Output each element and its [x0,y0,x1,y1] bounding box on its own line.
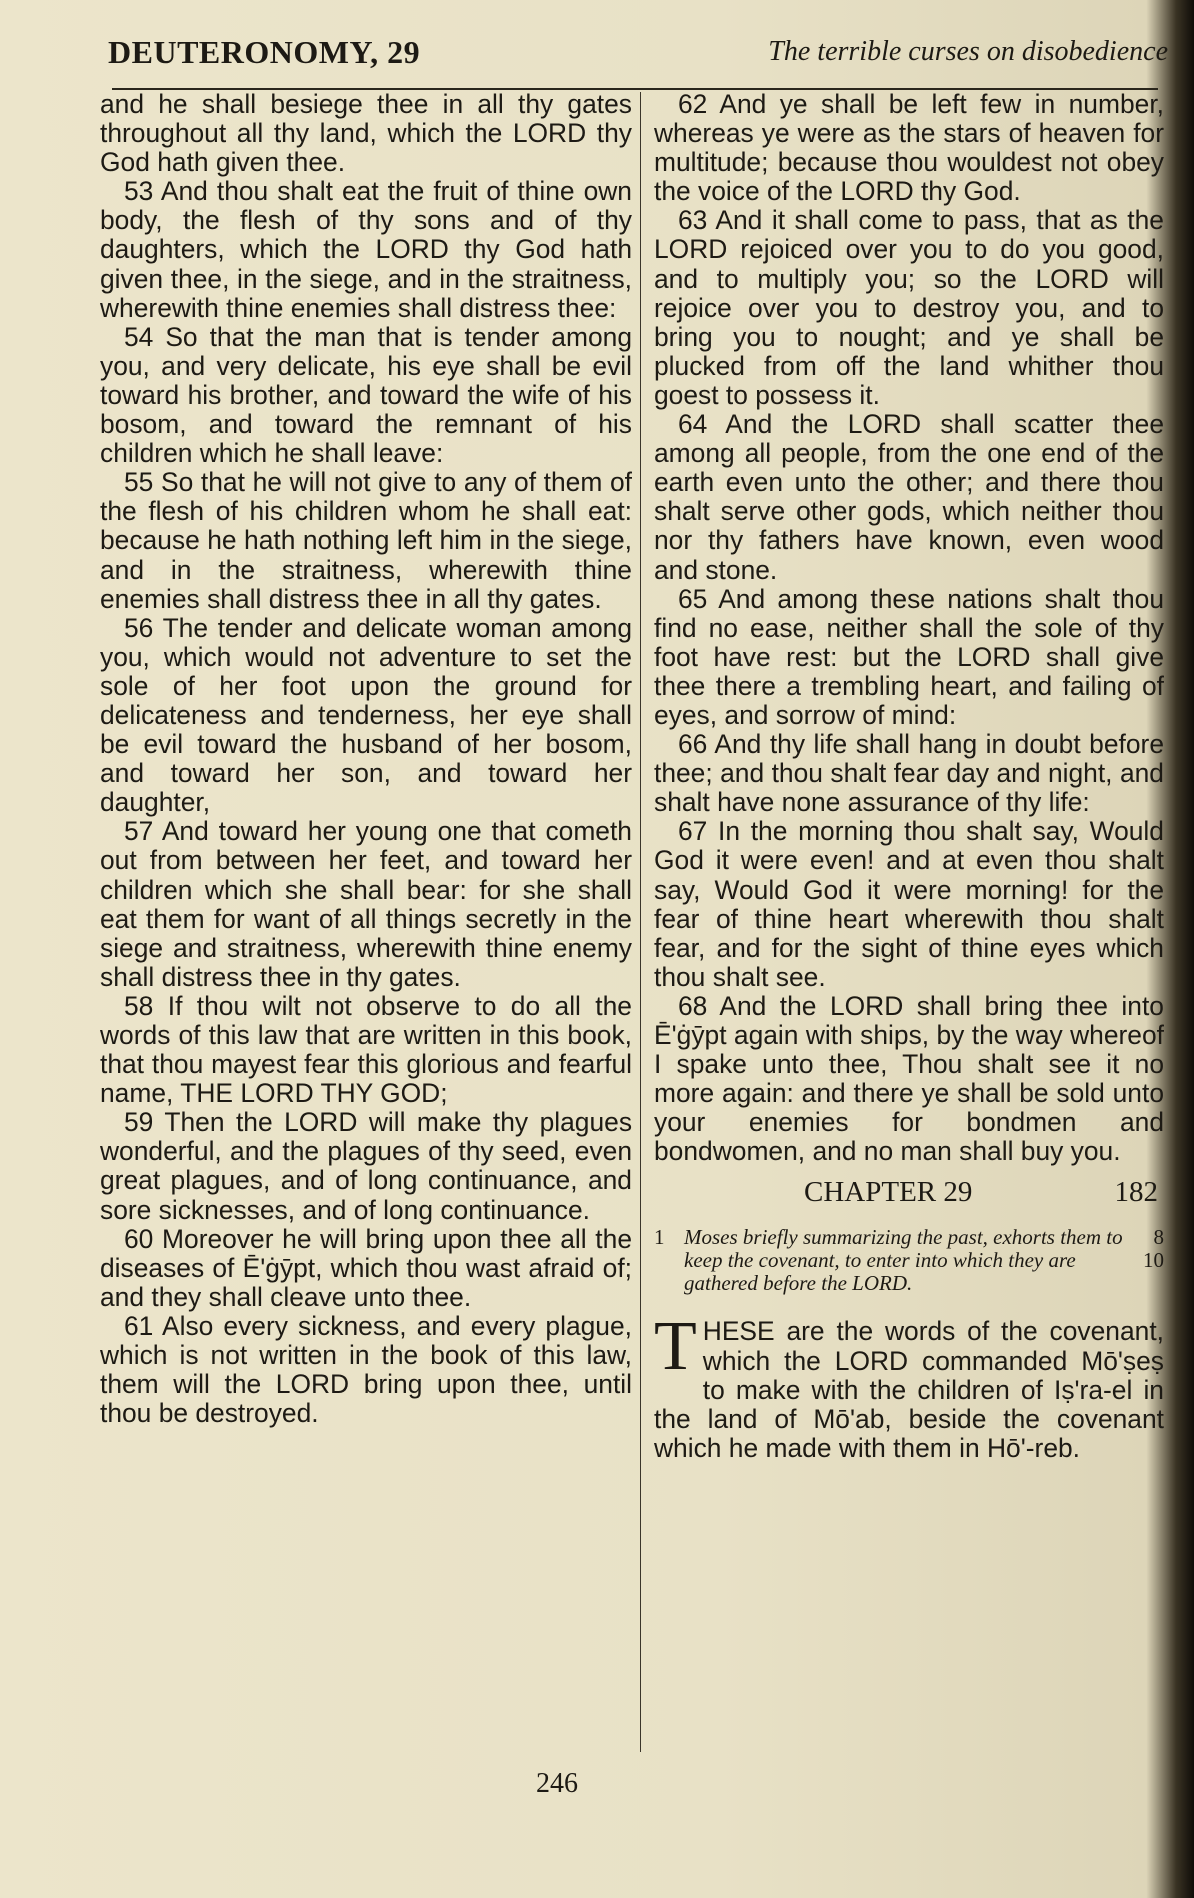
verse-text: And ye shall be left few in number, whereas ye were as the stars of heaven for multitude; because thou wouldest not obey the voice of the LORD thy God. [654,89,1164,207]
verse-number: 55 [124,467,154,498]
verse-number: 58 [124,990,154,1021]
verse-number: 59 [124,1107,154,1138]
verse-62 [654,90,1164,206]
running-header [108,30,1168,78]
verse-text: Then the LORD will make thy plagues wonderful, and the plagues of thy seed, even great plagues, and of long continuance, and sore sicknesses, and of long continuance. [100,1107,633,1225]
verse-number: 61 [124,1310,154,1341]
verse-number: 63 [678,205,708,236]
verse-text: And thou shalt eat the fruit of thine own body, the flesh of thy sons and of thy daughters, which the LORD thy God hath given thee, in the siege, and in the straitness, wherewith thine enemies shall distress thee: [100,176,632,323]
verse-53 [100,177,632,322]
verse-text: HESE are the words of the covenant, which the LORD commanded Mō'ṣeṣ to make with the children of Iṣ'ra-el in the land of Mō'ab, beside the covenant which he made with them in Hō'-reb. [654,1316,1164,1463]
verse-number: 57 [124,816,154,847]
verse-text: So that he will not give to any of them of the flesh of his children whom he shall eat: because he hath nothing left him in the siege, and in the straitness, wherewith thine enemies shall distress thee in all thy gates. [100,467,632,614]
summary-ref: 8 [1153,1225,1164,1250]
right-column [654,90,1164,1463]
running-title: The terrible curses on disobedience [768,36,1168,67]
verse-number: 54 [124,321,154,352]
verse-text: The tender and delicate woman among you, which would not adventure to set the sole of her foot upon the ground for delicateness and tenderness, her eye shall be evil toward the husband of her bosom, and toward her son, and toward her daughter, [100,612,632,818]
summary-number: 1 [654,1225,665,1250]
verse-57 [100,817,632,992]
verse-58 [100,992,632,1108]
verse-67 [654,817,1164,992]
verse-56 [100,614,632,818]
verse-61 [100,1312,632,1428]
chapter-heading [654,1178,1164,1216]
verse-text: And the LORD shall bring thee into Ē'ġȳpt again with ships, by the way whereof I spake unto thee, Thou shalt see it no more again: and there ye shall be sold unto your enemies for bondmen and bondwomen, and no man shall buy you. [654,990,1164,1167]
verse-text: If thou wilt not observe to do all the words of this law that are written in this book, that thou mayest fear this glorious and fearful name, THE LORD THY GOD; [100,990,632,1109]
verse-text: Moreover he will bring upon thee all the diseases of Ē'ġȳpt, which thou wast afraid of; and they shall cleave unto thee. [100,1223,632,1312]
verse-text: In the morning thou shalt say, Would God it were even! and at even thou shalt say, Would God it were morning! for the fear of thine heart wherewith thou shalt fear, and for the sight of thine eyes which thou shalt see. [654,816,1164,992]
verse-text: And it shall come to pass, that as the LORD rejoiced over you to do you good, and to multiply you; so the LORD will rejoice over you to destroy you, and to bring you to nought; and ye shall be plucked from off the land whither thou goest to possess it. [654,205,1164,410]
page-footer [0,1768,1194,1800]
verse-text: Also every sickness, and every plague, which is not written in the book of this law, them will the LORD bring upon thee, until thou be destroyed. [100,1310,632,1429]
column-divider [640,92,641,1752]
verse-64 [654,410,1164,585]
verse-number: 60 [124,1223,154,1254]
verse-66 [654,730,1164,817]
drop-cap: T [654,1308,697,1386]
verse-number: 67 [678,816,708,847]
left-column [100,90,632,1428]
verse-continuation [100,90,632,177]
verse-60 [100,1225,632,1312]
verse-65 [654,585,1164,730]
verse-text: And among these nations shalt thou find no ease, neither shall the sole of thy foot have rest: but the LORD shall give thee there a trembling heart, and failing of eyes, and sorrow of mind: [654,583,1164,730]
verse-text: So that the man that is tender among you, and very delicate, his eye shall be evil toward his brother, and toward the wife of his bosom, and toward the remnant of his children which he shall leave: [100,321,632,469]
verse-55 [100,468,632,613]
verse-text: and he shall besiege thee in all thy gates throughout all thy land, which the LORD thy God hath given thee. [100,89,632,178]
verse-63 [654,206,1164,410]
verse-number: 62 [678,89,708,119]
verse-text: And thy life shall hang in doubt before thee; and thou shalt fear day and night, and shalt have none assurance of thy life: [654,729,1164,818]
verse-number: 66 [678,729,708,760]
chapter-summary [654,1226,1164,1295]
verse-number: 53 [124,176,154,207]
chapter-title: CHAPTER 29 [804,1176,973,1209]
verse-number: 68 [678,990,708,1021]
verse-68 [654,992,1164,1167]
verse-number: 64 [678,409,708,440]
page-number: 246 [536,1768,578,1799]
verse-number: 65 [678,583,708,614]
chapter-first-verse [654,1308,1164,1463]
verse-59 [100,1108,632,1224]
verse-number: 56 [124,612,154,643]
chapter-number: 182 [1114,1176,1158,1209]
verse-text: And the LORD shall scatter thee among all people, from the one end of the earth even unto the other; and there thou shalt serve other gods, which neither thou nor thy fathers have known, even wood and stone. [654,409,1164,585]
summary-ref: 10 [1143,1248,1164,1273]
summary-text: Moses briefly summarizing the past, exhorts them to keep the covenant, to enter into which they are gathered before the LORD. [684,1225,1123,1296]
verse-text: And toward her young one that cometh out from between her feet, and toward her children which she shall bear: for she shall eat them for want of all things secretly in the siege and straitness, wherewith thine enemy shall distress thee in thy gates. [100,816,632,992]
verse-54 [100,323,632,468]
book-chapter-heading: DEUTERONOMY, 29 [108,34,421,70]
verse-1 [654,1308,1164,1463]
